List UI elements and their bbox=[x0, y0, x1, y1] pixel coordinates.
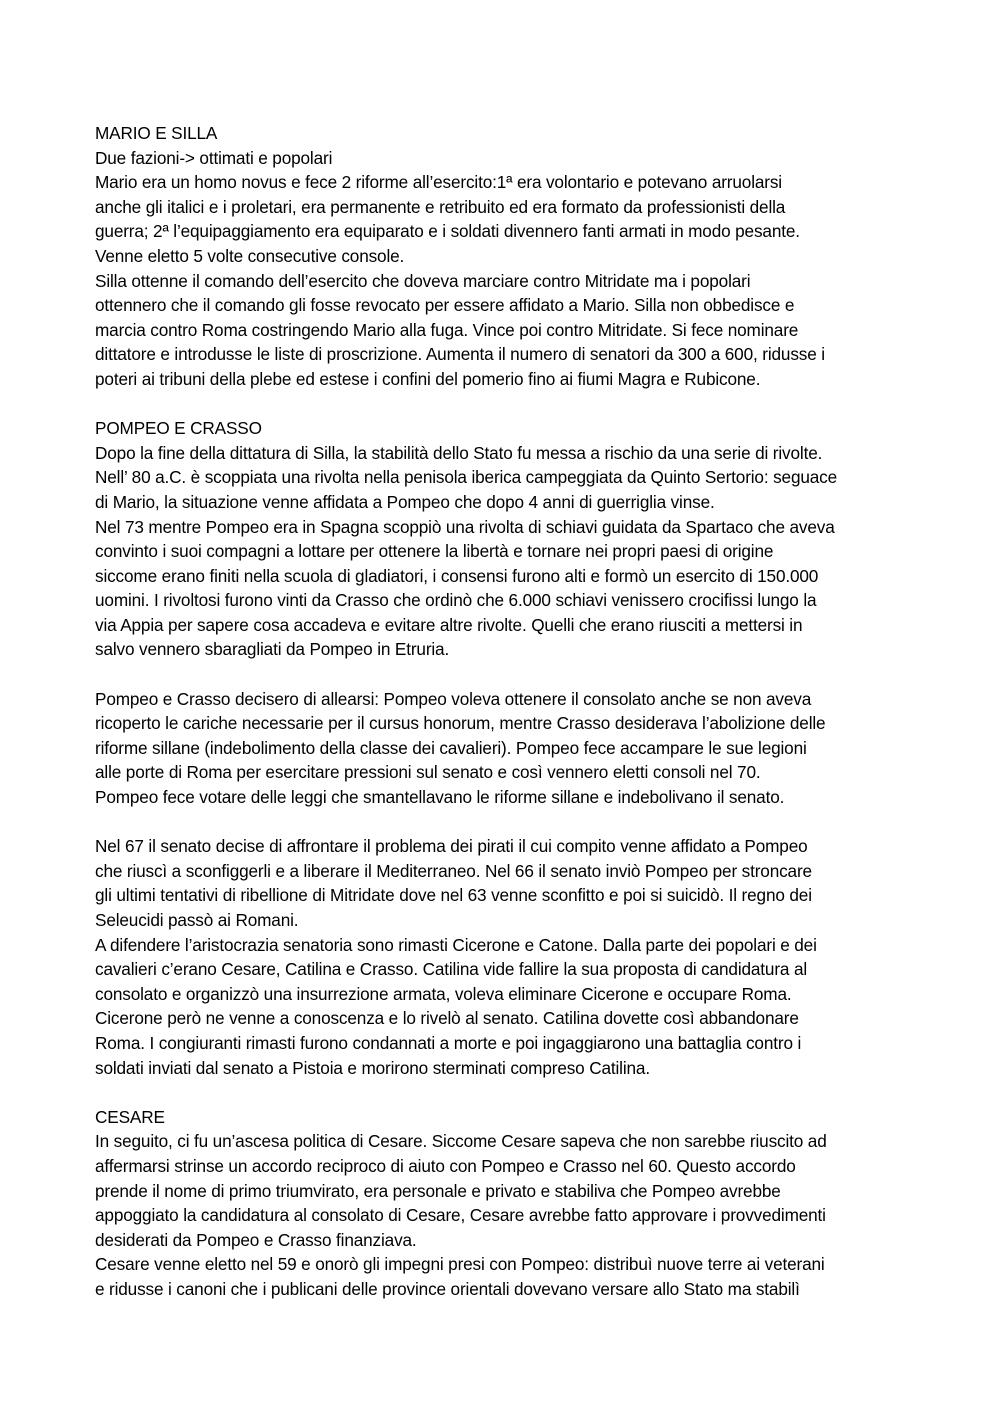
text-line: alle porte di Roma per esercitare pressioni sul senato e così vennero eletti consoli nel 70. bbox=[95, 762, 761, 783]
text-line: ottennero che il comando gli fosse revocato per essere affidato a Mario. Silla non obbedisce e bbox=[95, 295, 795, 316]
paragraph bbox=[95, 834, 910, 1080]
document-body bbox=[95, 121, 910, 1302]
text-line: via Appia per sapere cosa accadeva e evitare altre rivolte. Quelli che erano riusciti a mettersi in bbox=[95, 614, 803, 635]
text-line: CESARE bbox=[95, 1106, 165, 1127]
text-line: consolato e organizzò una insurrezione armata, voleva eliminare Cicerone e occupare Roma. bbox=[95, 983, 792, 1004]
text-line: marcia contro Roma costringendo Mario alla fuga. Vince poi contro Mitridate. Si fece nominare bbox=[95, 319, 799, 340]
paragraph-gap bbox=[95, 662, 910, 687]
text-line: Silla ottenne il comando dell’esercito che doveva marciare contro Mitridate ma i popolari bbox=[95, 270, 751, 291]
text-line: A difendere l’aristocrazia senatoria sono rimasti Cicerone e Catone. Dalla parte dei popolari e dei bbox=[95, 934, 817, 955]
text-line: MARIO E SILLA bbox=[95, 123, 218, 143]
text-line: Due fazioni-> ottimati e popolari bbox=[95, 147, 333, 168]
text-line: guerra; 2ª l’equipaggiamento era equiparato e i soldati divennero fanti armati in modo pesante. bbox=[95, 221, 800, 242]
text-line: e ridusse i canoni che i publicani delle province orientali dovevano versare allo Stato ma stabilì bbox=[95, 1278, 800, 1299]
text-line: uomini. I rivoltosi furono vinti da Crasso che ordinò che 6.000 schiavi venissero crocifissi lungo la bbox=[95, 590, 817, 611]
text-line: Seleucidi passò ai Romani. bbox=[95, 910, 299, 930]
text-line: Cesare venne eletto nel 59 e onorò gli impegni presi con Pompeo: distribuì nuove terre ai veterani bbox=[95, 1254, 825, 1275]
text-line: Venne eletto 5 volte consecutive console. bbox=[95, 245, 405, 266]
text-line: In seguito, ci fu un’ascesa politica di Cesare. Siccome Cesare sapeva che non sarebbe riuscito ad bbox=[95, 1131, 827, 1152]
text-line: affermarsi strinse un accordo reciproco di aiuto con Pompeo e Crasso nel 60. Questo accordo bbox=[95, 1155, 796, 1176]
text-line: Pompeo e Crasso decisero di allearsi: Pompeo voleva ottenere il consolato anche se non aveva bbox=[95, 688, 812, 709]
paragraph bbox=[95, 1105, 910, 1302]
text-line: POMPEO E CRASSO bbox=[95, 418, 262, 439]
text-line: salvo vennero sbaragliati da Pompeo in Etruria. bbox=[95, 639, 450, 660]
paragraph bbox=[95, 121, 910, 392]
text-line: Dopo la fine della dittatura di Silla, la stabilità dello Stato fu messa a rischio da una serie di rivolte. bbox=[95, 442, 823, 463]
paragraph-gap bbox=[95, 810, 910, 835]
paragraph-gap bbox=[95, 392, 910, 417]
text-line: Nel 73 mentre Pompeo era in Spagna scoppiò una rivolta di schiavi guidata da Spartaco che aveva bbox=[95, 516, 835, 537]
text-line: anche gli italici e i proletari, era permanente e retribuito ed era formato da professionisti della bbox=[95, 196, 786, 217]
paragraph bbox=[95, 416, 910, 662]
text-line: poteri ai tribuni della plebe ed estese i confini del pomerio fino ai fiumi Magra e Rubicone. bbox=[95, 368, 761, 389]
text-line: ricoperto le cariche necessarie per il cursus honorum, mentre Crasso desiderava l’abolizione delle bbox=[95, 713, 826, 734]
text-line: cavalieri c’erano Cesare, Catilina e Crasso. Catilina vide fallire la sua proposta di candidatura al bbox=[95, 959, 808, 980]
text-line: convinto i suoi compagni a lottare per ottenere la libertà e tornare nei propri paesi di origine bbox=[95, 541, 774, 562]
text-line: Cicerone però ne venne a conoscenza e lo rivelò al senato. Catilina dovette così abbandonare bbox=[95, 1008, 799, 1029]
text-line: Pompeo fece votare delle leggi che smantellavano le riforme sillane e indebolivano il senato. bbox=[95, 787, 785, 808]
text-line: che riuscì a sconfiggerli e a liberare il Mediterraneo. Nel 66 il senato inviò Pompeo per stroncare bbox=[95, 860, 812, 881]
text-line: prende il nome di primo triumvirato, era personale e privato e stabiliva che Pompeo avrebbe bbox=[95, 1180, 781, 1201]
text-line: appoggiato la candidatura al consolato di Cesare, Cesare avrebbe fatto approvare i provvedimenti bbox=[95, 1205, 826, 1226]
text-line: gli ultimi tentativi di ribellione di Mitridate dove nel 63 venne sconfitto e poi si suicidò. Il regno dei bbox=[95, 885, 812, 906]
text-line: di Mario, la situazione venne affidata a Pompeo che dopo 4 anni di guerriglia vinse. bbox=[95, 491, 715, 512]
text-line: dittatore e introdusse le liste di proscrizione. Aumenta il numero di senatori da 300 a 600, ridusse i bbox=[95, 344, 825, 365]
text-line: siccome erano finiti nella scuola di gladiatori, i consensi furono alti e formò un esercito di 150.000 bbox=[95, 565, 819, 586]
text-line: Roma. I congiuranti rimasti furono condannati a morte e poi ingaggiarono una battaglia contro i bbox=[95, 1032, 802, 1053]
text-line: Nel 67 il senato decise di affrontare il problema dei pirati il cui compito venne affidato a Pompeo bbox=[95, 836, 808, 857]
paragraph-gap bbox=[95, 1080, 910, 1105]
text-line: riforme sillane (indebolimento della classe dei cavalieri). Pompeo fece accampare le sue legioni bbox=[95, 737, 807, 758]
text-line: Mario era un homo novus e fece 2 riforme all’esercito:1ª era volontario e potevano arruolarsi bbox=[95, 172, 782, 193]
text-line: Nell’ 80 a.C. è scoppiata una rivolta nella penisola iberica campeggiata da Quinto Sertorio: seguace bbox=[95, 467, 838, 488]
text-line: soldati inviati dal senato a Pistoia e morirono sterminati compreso Catilina. bbox=[95, 1057, 650, 1078]
paragraph bbox=[95, 687, 910, 810]
text-line: desiderati da Pompeo e Crasso finanziava. bbox=[95, 1229, 417, 1250]
